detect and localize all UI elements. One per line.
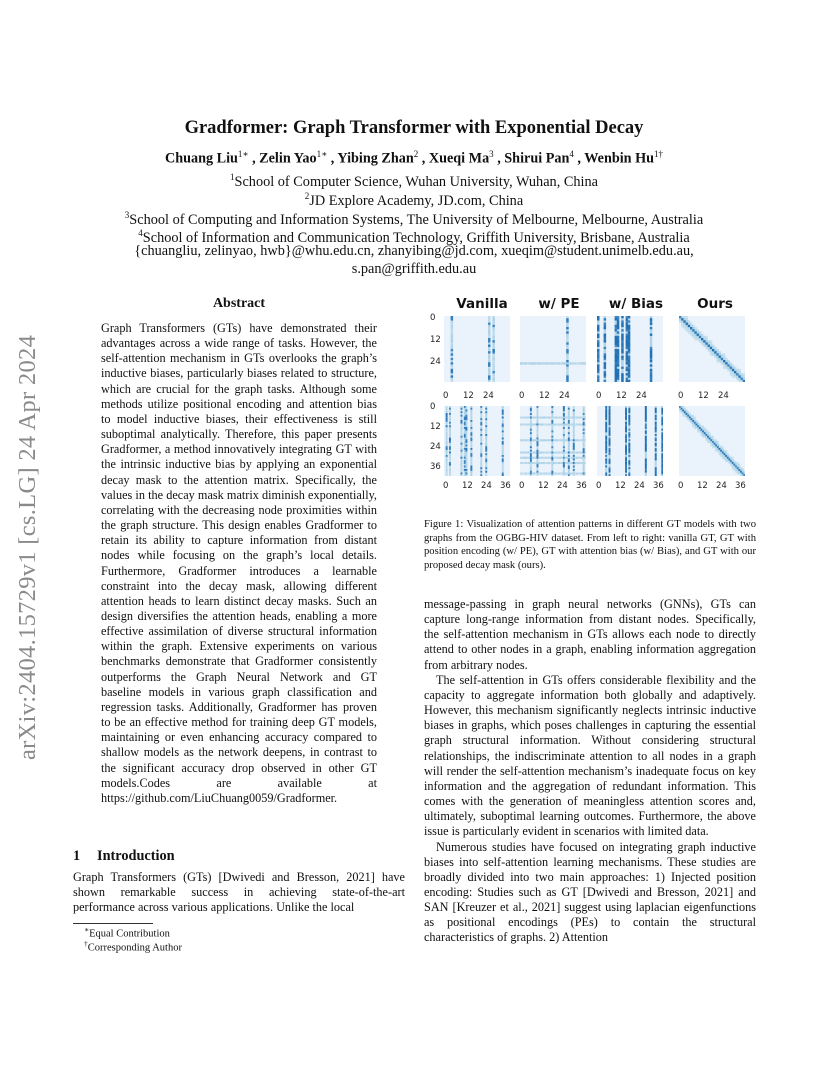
attention-figure [424, 296, 756, 496]
section-number: 1 [73, 848, 81, 864]
x-tick-label: 0 [519, 481, 525, 491]
author-affiliation-mark: 3 [489, 149, 494, 159]
x-tick-label: 12 [539, 391, 550, 401]
x-tick-label: 0 [678, 391, 684, 401]
x-tick-label: 24 [634, 481, 645, 491]
affiliation-3: $^3$School of Computing and Information Systems, The University of Melbourne, Melbourne, Australia [124, 210, 704, 228]
x-tick-label: 12 [615, 481, 626, 491]
figure-column-title-vanilla: Vanilla [456, 296, 508, 312]
author-affiliation-mark: 1† [654, 149, 664, 159]
affiliation-4: $^4$School of Information and Communication Technology, Griffith University, Brisbane, Australia [138, 228, 690, 246]
author-name: Shirui Pan [504, 150, 570, 167]
heatmap-row2-bias [597, 406, 663, 476]
heatmap-row1-vanilla [444, 316, 510, 382]
paragraph: The self-attention in GTs offers considerable flexibility and the capacity to aggregate information both globally and adaptively. However, this mechanism significantly neglects intrinsic inductive biases in graphs, which poses challenges in capturing the essential graph structural information. Without considering structural relationships, the indiscriminate attention to all nodes in a graph will render the self-attention mechanism’s inadequate focus on key information and the aggregation of redundant information. This comes with the generation of meaningless attention scores and, ultimately, suboptimal learning outcomes. Furthermore, the above issue is particularly evident in scenarios with limited data. [424, 672, 756, 839]
x-tick-label: 24 [483, 391, 494, 401]
author-name: Yibing Zhan [337, 150, 414, 167]
x-tick-label: 0 [678, 481, 684, 491]
x-tick-label: 24 [636, 391, 647, 401]
section-title: Introduction [97, 848, 175, 864]
author-name: Xueqi Ma [428, 150, 490, 167]
x-tick-label: 0 [443, 391, 449, 401]
x-tick-label: 36 [653, 481, 664, 491]
paper-title: Gradformer: Graph Transformer with Exponential Decay [184, 118, 644, 138]
x-tick-label: 0 [443, 481, 449, 491]
y-tick-label: 12 [430, 335, 441, 345]
x-tick-label: 12 [463, 391, 474, 401]
author-affiliation-mark: 1∗ [237, 149, 249, 159]
y-tick-label: 12 [430, 422, 441, 432]
heatmap-row2-pe [520, 406, 586, 476]
x-tick-label: 24 [718, 391, 729, 401]
figure-caption: Figure 1: Visualization of attention patterns in different GT models with two graphs from the OGBG-HIV dataset. From left to right: vanilla GT, GT with position encoding (w/ PE), GT with attention bias (w/ Bias), and GT with our proposed decay mask (ours). [424, 519, 756, 571]
author-name: Zelin Yao [259, 150, 317, 167]
author-affiliation-mark: 4 [569, 149, 574, 159]
affiliation-1: $^1$School of Computer Science, Wuhan University, Wuhan, China [230, 172, 598, 190]
x-tick-label: 0 [519, 391, 525, 401]
author-name: Chuang Liu [164, 150, 238, 167]
x-tick-label: 12 [616, 391, 627, 401]
footnote-rule [73, 923, 153, 924]
x-tick-label: 24 [557, 481, 568, 491]
y-tick-label: 0 [430, 402, 436, 412]
affiliation-2: $^2$JD Explore Academy, JD.com, China [304, 191, 524, 209]
x-tick-label: 24 [481, 481, 492, 491]
figure-column-title-pe: w/ PE [538, 296, 580, 312]
y-tick-label: 24 [430, 357, 441, 367]
y-tick-label: 24 [430, 442, 441, 452]
y-tick-label: 36 [430, 462, 441, 472]
abstract-text: Graph Transformers (GTs) have demonstrated their advantages across a wide range of tasks. However, the self-attention mechanism in GTs overlooks the graph’s inductive biases, particularly biases related to structure, which are crucial for the graph tasks. Although some methods utilize positional encoding and attention bias to model inductive biases, their effectiveness is still suboptimal analytically. Therefore, this paper presents Gradformer, a method innovatively integrating GT with the intrinsic inductive bias by applying an exponential decay mask to the attention matrix. Specifically, the values in the decay mask matrix diminish exponentially, correlating with the decreasing node proximities within the graph structure. This design enables Gradformer to retain its ability to capture information from distant nodes while focusing on the graph’s local details. Furthermore, Gradformer introduces a learnable constraint into the decay mask, allowing different attention heads to learn distinct decay masks. Such an design diversifies the attention heads, enabling a more effective assimilation of diverse structural information within the graph. Extensive experiments on various benchmarks demonstrate that Gradformer consistently outperforms the Graph Neural Network and GT baseline models in various graph classification and regression tasks. Additionally, Gradformer has proven to be an effective method for training deep GT models, maintaining or even enhancing accuracy compared to shallow models as the network deepens, in contrast to the significant accuracy drop observed in other GT models.Codes are available at https://github.com/LiuChuang0059/Gradformer. [101, 321, 377, 805]
paragraph: message-passing in graph neural networks (GNNs), GTs can capture long-range information from distant nodes. Specifically, the self-attention mechanism in GTs allows each node to directly attend to other nodes in a graph, enabling information aggregation from arbitrary nodes. [424, 597, 756, 672]
x-tick-label: 24 [559, 391, 570, 401]
x-tick-label: 12 [697, 481, 708, 491]
section-heading-introduction [73, 848, 175, 865]
x-tick-label: 12 [698, 391, 709, 401]
right-column-text [424, 597, 756, 946]
y-tick-label: 0 [430, 313, 436, 323]
x-tick-label: 24 [716, 481, 727, 491]
heatmap-row2-ours [679, 406, 745, 476]
heatmap-row2-vanilla [444, 406, 510, 476]
x-tick-label: 0 [596, 391, 602, 401]
intro-paragraph: Graph Transformers (GTs) [Dwivedi and Bresson, 2021] have shown remarkable success in achieving state-of-the-art performance across various applications. Unlike the local [73, 870, 405, 915]
paragraph: Numerous studies have focused on integrating graph inductive biases into self-attention learning mechanisms. These studies are broadly divided into two main approaches: 1) Injected position encoding: Studies such as GT [Dwivedi and Bresson, 2021] and SAN [Kreuzer et al., 2021] suggest using laplacian eigenfunctions as positional encodings (PEs) to contain the structural characteristics of graphs. 2) Attention [424, 839, 756, 945]
author-emails-line-1: {chuangliu, zelinyao, hwb}@whu.edu.cn, zhanyibing@jd.com, xueqim@student.unimelb.edu.au, [134, 243, 694, 259]
heatmap-row1-ours [679, 316, 745, 382]
footnote-corresponding-author: †Corresponding Author [84, 939, 182, 954]
x-tick-label: 36 [500, 481, 511, 491]
author-emails-line-2: s.pan@griffith.edu.au [351, 261, 477, 277]
author-name: Wenbin Hu [584, 150, 655, 167]
x-tick-label: 36 [735, 481, 746, 491]
arxiv-identifier: arXiv:2404.15729v1 [cs.LG] 24 Apr 2024 [14, 334, 41, 760]
author-affiliation-mark: 1∗ [316, 149, 328, 159]
figure-column-title-bias: w/ Bias [608, 296, 664, 312]
figure-column-title-ours: Ours [697, 296, 733, 312]
x-tick-label: 36 [576, 481, 587, 491]
x-tick-label: 0 [596, 481, 602, 491]
footnote-equal-contribution: ∗Equal Contribution [84, 925, 170, 940]
author-affiliation-mark: 2 [413, 149, 419, 159]
x-tick-label: 12 [538, 481, 549, 491]
heatmap-row1-pe [520, 316, 586, 382]
author-list: Chuang Liu$^{1∗}$ , Zelin Yao$^{1∗}$ , Yibing Zhan$^2$ , Xueqi Ma$^3$ , Shirui Pan$^4$ , Wenbin $Hu^{1\dagger}$ [164, 149, 664, 167]
heatmap-row1-bias [597, 316, 663, 382]
x-tick-label: 12 [462, 481, 473, 491]
abstract-heading: Abstract [212, 296, 266, 311]
